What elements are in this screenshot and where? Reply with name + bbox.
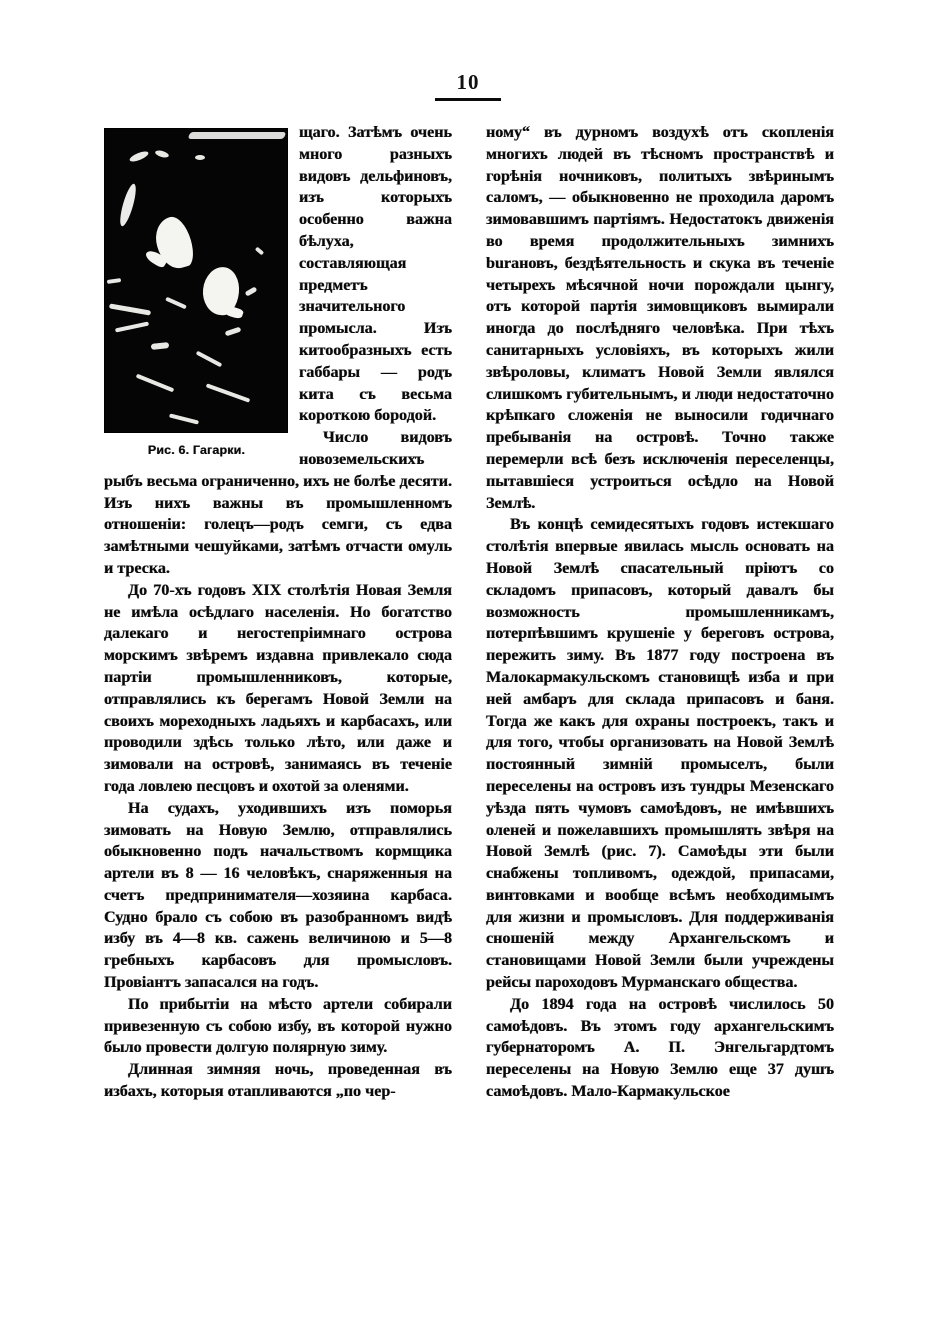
photo-highlight [206, 383, 251, 402]
figure-caption: Рис. 6. Гагарки. [147, 443, 246, 457]
paragraph: До 1894 года на островѣ числилось 50 самоѣдовъ. Въ этомъ году архангельскимъ губернаторомъ А. П. Энгельгардтомъ переселены на Новую Землю еще 37 душъ самоѣдовъ. Мало-Кармакульское [486, 995, 834, 1101]
photo-highlight [245, 286, 258, 296]
bird-silhouette-tail [222, 304, 244, 320]
figure-6 [104, 128, 289, 462]
photo-highlight [255, 247, 264, 256]
photo-highlight [154, 149, 169, 159]
paragraph: На судахъ, уходившихъ изъ поморья зимовать на Новую Землю, отправлялись обыкновенно подъ начальствомъ кормщика артели въ 8 — 16 человѣкъ, снаряженныя на счетъ предпринимателя—хозяина карбаса. Судно брало съ собою въ разобранномъ видѣ избу въ 4—8 кв. сажень величиною и 5—8 гребныхъ карбасовъ для промысловъ. Провіантъ запасался на годъ. [104, 799, 452, 992]
paragraph: Въ концѣ семидесятыхъ годовъ истекшаго столѣтія впервые явилась мысль основать на Новой Землѣ спасательный пріютъ со складомъ припасовъ, который давалъ бы возможность промышленникамъ, потерпѣвшимъ крушеніе у береговъ острова, пережить зиму. Въ 1877 году построена въ Малокармакульскомъ становищѣ изба и при ней амбаръ для склада припасовъ и баня. Тогда же какъ для охраны построекъ, такъ и для того, чтобы организовать на Новой Землѣ постоянный зимній промыселъ, были переселены на островъ изъ тундры Мезенскаго уѣзда пять чумовъ самоѣдовъ, не имѣвшихъ оленей и пожелавшихъ промышлять звѣря на Новой Землѣ (рис. 7). Самоѣды эти были снабжены топливомъ, одеждой, припасами, винтовками и вообще всѣмъ необходимымъ для жизни и промысловъ. Для поддерживанія сношеній между Архангельскомъ и становищами Новой Земли были учреждены рейсы пароходовъ Мурманскаго общества. [486, 516, 834, 992]
photo-highlight [165, 297, 187, 310]
photo-highlight [195, 155, 205, 160]
page-number: 10 [456, 70, 480, 94]
paragraph: щаго. Затѣмъ очень много разныхъ видовъ дельфиновъ, изъ которыхъ особенно важна бѣлуха, составляющая предметъ значительного промысла. Изъ китообразныхъ есть габбары — родъ кита съ весьма короткою бородой. [299, 124, 452, 425]
two-column-body [104, 122, 834, 1232]
paragraph: До 70-хъ годовъ XIX столѣтія Новая Земля не имѣла осѣдлаго населенія. Но богатство далекаго и негостепріимнаго острова морскимъ звѣремъ издавна привлекало сюда партіи промышленниковъ, которые, отправлялись къ берегамъ Новой Земли на своихъ мореходныхъ ладьяхъ и карбасахъ, или проводили здѣсь только лѣто, или даже и зимовали на островѣ, занимаясь въ теченіе года ловлею песцовъ и охотой за оленями. [104, 581, 452, 795]
photo-highlight [107, 278, 121, 284]
page-header [0, 72, 936, 101]
figure-photo-guillemots [104, 128, 288, 433]
header-rule [435, 98, 501, 101]
right-column [486, 122, 834, 1103]
left-column [104, 122, 452, 1103]
paragraph: Длинная зимняя ночь, проведенная въ избахъ, которыя отапливаются „по чер- [104, 1061, 452, 1101]
photo-highlight [196, 351, 223, 368]
photo-highlight [188, 132, 287, 139]
photo-highlight [117, 182, 139, 227]
paragraph: По прибытіи на мѣсто артели собирали привезенную съ собою избу, въ которой нужно было провести долгую полярную зиму. [104, 995, 452, 1057]
photo-highlight [115, 322, 149, 333]
photo-highlight [128, 150, 149, 164]
photo-highlight [225, 327, 242, 337]
photo-highlight [151, 342, 170, 350]
photo-highlight [136, 374, 175, 393]
photo-highlight [169, 413, 199, 424]
paragraph: Число видовъ новоземельскихъ рыбъ весьма ограниченно, ихъ не болѣе десяти. Изъ нихъ важны въ промышленномъ отношеніи: голецъ—родъ семги, съ едва замѣтными чешуйками, затѣмъ отчасти омуль и треска. [104, 429, 452, 577]
photo-highlight [109, 303, 151, 315]
paragraph: ному“ въ дурномъ воздухѣ отъ скопленія многихъ людей въ тѣсномъ пространствѣ и горѣнія ночниковъ, политыхъ звѣринымъ саломъ, — обыкновенно не проходила даромъ зимовавшимъ партіямъ. Недостатокъ движенія во время продолжительныхъ зимнихъ burановъ, бездѣятельность и скука въ теченіе четырехъ мѣсячной ночи порождали цынгу, отъ которой партія зимовщиковъ вымирали иногда до послѣдняго человѣка. При тѣхъ санитарныхъ условіяхъ, въ которыхъ жили звѣроловы, климатъ Новой Земли являлся слишкомъ губительнымъ, и люди недостаточно крѣпкаго сложенія не выносили годичнаго пребыванія на островѣ. Точно также перемерли всѣ безъ исключенія переселенцы, пытавшіеся устроиться осѣдло на Новой Землѣ. [486, 124, 834, 512]
